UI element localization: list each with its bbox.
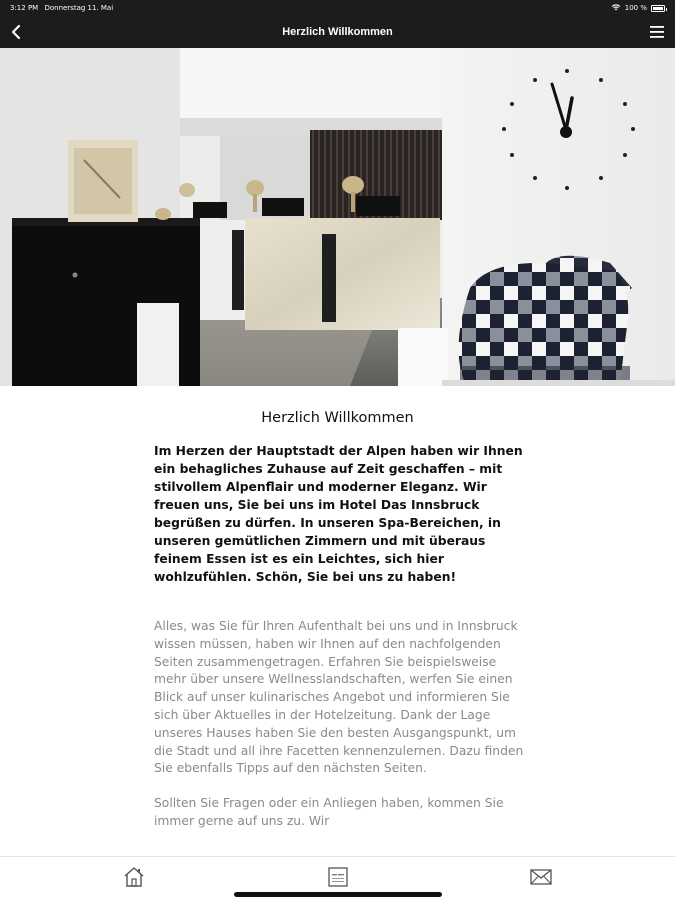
bottom-tab-bar (0, 856, 675, 900)
content-heading: Herzlich Willkommen (261, 410, 414, 426)
paragraph-1: Alles, was Sie für Ihren Aufenthalt bei uns und in Innsbruck wissen müssen, haben wir Ihnen auf den nachfolgenden Seiten zusammengetragen. Erfahren Sie beispielsweise mehr über unsere Wellnesslandschaften, werfen Sie einen Blick auf unser kulinarisches Angebot und informieren Sie sich über Aktuelles in der Hotelzeitung. Dank der Lage unseres Hauses haben Sie den besten Ausgangspunkt, um die Stadt und all ihre Facetten kennenzulernen. Dazu finden Sie ebenfalls Tipps auf den nächsten Seiten. (154, 619, 524, 776)
hero-image (0, 48, 675, 386)
page-title: Herzlich Willkommen (282, 26, 393, 38)
tab-home[interactable] (120, 863, 148, 891)
chevron-left-icon (10, 24, 22, 40)
paragraph-2: Sollten Sie Fragen oder ein Anliegen haben, kommen Sie immer gerne auf uns zu. Wir (154, 796, 504, 828)
home-icon (122, 865, 146, 889)
status-time: 3:12 PM (10, 4, 39, 12)
status-left (10, 4, 117, 12)
intro-text: Im Herzen der Hauptstadt der Alpen haben wir Ihnen ein behagliches Zuhause auf Zeit geschaffen – mit stilvollem Alpenflair und moderner Eleganz. Wir freuen uns, Sie bei uns im Hotel Das Innsbruck begrüßen zu dürfen. In unseren Spa-Bereichen, in unseren gemütlichen Zimmern und mit überaus feinem Essen ist es ein Leichtes, sich hier wohlzufühlen. Schön, Sie bei uns zu haben! (154, 444, 523, 584)
tab-info[interactable] (324, 863, 352, 891)
battery-icon (651, 5, 665, 12)
tab-mail[interactable] (527, 863, 555, 891)
home-indicator (234, 892, 442, 897)
back-button[interactable] (4, 20, 28, 44)
status-bar (0, 0, 675, 16)
wifi-icon (611, 3, 621, 13)
battery-percent: 100 % (624, 4, 647, 12)
hotel-lobby-illustration (0, 48, 675, 386)
info-card-icon (326, 865, 350, 889)
menu-button[interactable] (645, 20, 669, 44)
status-date: Donnerstag 11. Mai (44, 4, 114, 12)
content-area[interactable] (0, 386, 675, 856)
mail-icon (529, 865, 553, 889)
status-right (611, 3, 665, 13)
body-text (154, 618, 526, 831)
hamburger-menu-icon (649, 25, 665, 39)
nav-bar (0, 16, 675, 48)
